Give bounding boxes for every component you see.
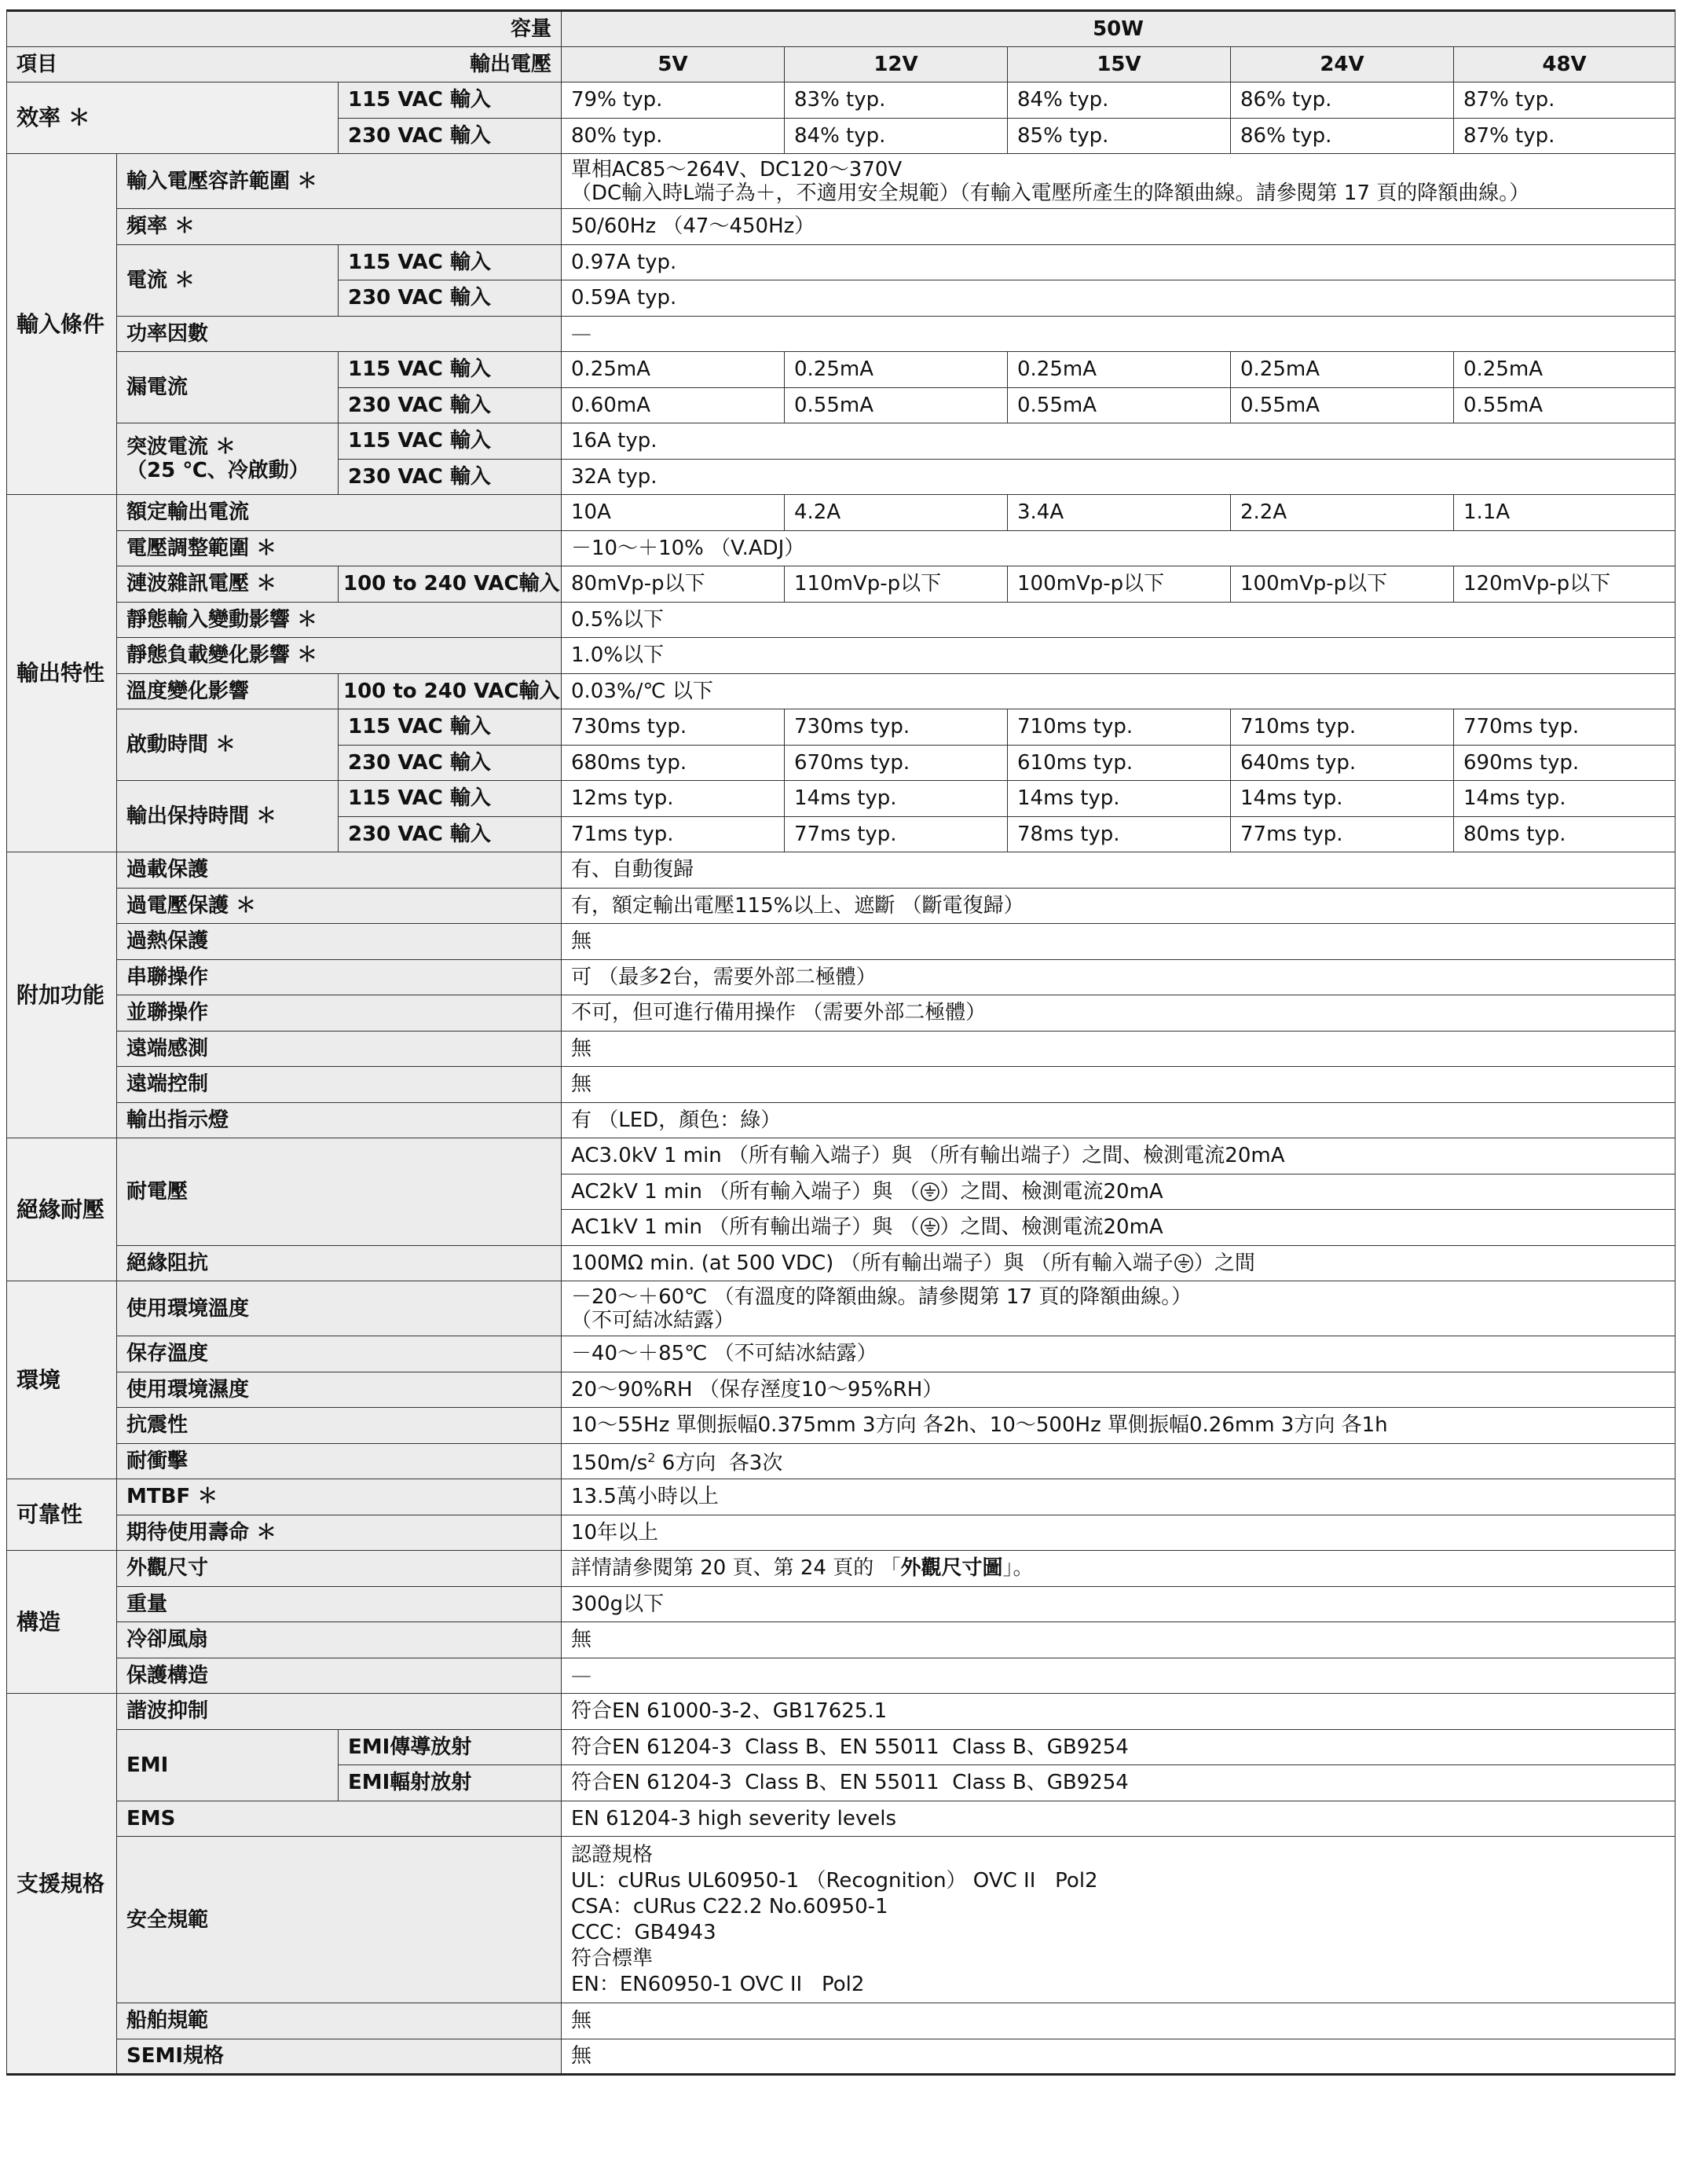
ems-label: EMS — [117, 1801, 562, 1837]
startup-115-48v: 770ms typ. — [1454, 709, 1676, 746]
withstand-2-pre: AC2kV 1 min （所有輸入端子）與 （ — [571, 1179, 920, 1204]
output-adj-row — [7, 530, 1676, 566]
input-inrush-label-2: （25 ℃、冷啟動） — [126, 459, 309, 482]
dims-label: 外觀尺寸 — [117, 1551, 562, 1587]
additional-label: 過電壓保護 ＊ — [117, 888, 562, 924]
rated-12v: 4.2A — [785, 495, 1008, 531]
leak-230-48v: 0.55mA — [1454, 387, 1676, 423]
cond-115: 115 VAC 輸入 — [339, 244, 562, 280]
output-rated-label: 額定輸出電流 — [117, 495, 562, 531]
ground-icon — [920, 1215, 940, 1239]
startup-115-15v: 710ms typ. — [1008, 709, 1231, 746]
spec-table — [6, 9, 1676, 2076]
mtbf-value: 13.5萬小時以上 — [562, 1479, 1676, 1515]
input-voltage-range-row — [7, 154, 1676, 209]
rated-48v: 1.1A — [1454, 495, 1676, 531]
safety-line: 符合標準 — [571, 1946, 654, 1970]
voltage-15v: 15V — [1008, 46, 1231, 82]
additional-value: 無 — [562, 924, 1676, 960]
withstand-value-3 — [562, 1210, 1676, 1246]
cond-230: 230 VAC 輸入 — [339, 387, 562, 423]
output-temp-label: 溫度變化影響 — [117, 673, 339, 709]
output-ripple-row — [7, 566, 1676, 603]
efficiency-115-15v: 84% typ. — [1008, 82, 1231, 119]
env-storage-row — [7, 1336, 1676, 1372]
startup-230-24v: 640ms typ. — [1231, 745, 1454, 781]
additional-row — [7, 1031, 1676, 1067]
cond-100-240: 100 to 240 VAC輸入 — [339, 673, 562, 709]
output-ripple-label: 漣波雜訊電壓 ＊ — [117, 566, 339, 603]
env-shock-post: 6方向 各3次 — [655, 1452, 783, 1476]
env-op-temp-row — [7, 1281, 1676, 1336]
output-hold-row-115 — [7, 781, 1676, 817]
efficiency-row-115 — [7, 82, 1676, 119]
additional-value: 有，額定輸出電壓115%以上、遮斷 （斷電復歸） — [562, 888, 1676, 924]
ems-value: EN 61204-3 high severity levels — [562, 1801, 1676, 1837]
semi-value: 無 — [562, 2039, 1676, 2075]
construction-dims-row — [7, 1551, 1676, 1587]
startup-230-15v: 610ms typ. — [1008, 745, 1231, 781]
ground-icon — [1174, 1251, 1194, 1275]
reliability-life-row — [7, 1515, 1676, 1551]
voltage-12v: 12V — [785, 46, 1008, 82]
hold-230-12v: 77ms typ. — [785, 816, 1008, 852]
reliability-group-label: 可靠性 — [7, 1479, 117, 1551]
voltage-48v: 48V — [1454, 46, 1676, 82]
weight-label: 重量 — [117, 1586, 562, 1622]
input-voltage-range-line2: （DC輸入時L端子為＋，不適用安全規範）（有輸入電壓所產生的降額曲線。請參閱第 17 頁的降額曲線。） — [571, 181, 1530, 205]
additional-row — [7, 995, 1676, 1032]
standards-harmonic-row — [7, 1694, 1676, 1730]
semi-label: SEMI規格 — [117, 2039, 562, 2075]
item-label: 項目 — [16, 52, 58, 76]
marine-value: 無 — [562, 2003, 1676, 2039]
withstand-2-post: ）之間、檢測電流20mA — [939, 1179, 1163, 1204]
efficiency-230-5v: 80% typ. — [562, 118, 785, 154]
additional-row — [7, 959, 1676, 995]
input-inrush-row-115 — [7, 423, 1676, 460]
efficiency-115-12v: 83% typ. — [785, 82, 1008, 119]
env-humidity-label: 使用環境濕度 — [117, 1372, 562, 1408]
additional-label: 並聯操作 — [117, 995, 562, 1032]
hold-230-5v: 71ms typ. — [562, 816, 785, 852]
leak-115-48v: 0.25mA — [1454, 352, 1676, 388]
harmonic-value: 符合EN 61000-3-2、GB17625.1 — [562, 1694, 1676, 1730]
cond-230: 230 VAC 輸入 — [339, 280, 562, 317]
emi-radiated-label: EMI輻射放射 — [339, 1765, 562, 1801]
insulation-group-label: 絕緣耐壓 — [7, 1138, 117, 1281]
fan-label: 冷卻風扇 — [117, 1622, 562, 1658]
efficiency-115-48v: 87% typ. — [1454, 82, 1676, 119]
withstand-3-pre: AC1kV 1 min （所有輸出端子）與 （ — [571, 1215, 920, 1240]
env-humidity-row — [7, 1372, 1676, 1408]
safety-line: EN：EN60950-1 OVC II Pol2 — [571, 1972, 865, 1996]
resistance-pre: 100MΩ min. (at 500 VDC) （所有輸出端子）與 （所有輸入端子 — [571, 1251, 1174, 1275]
resistance-label: 絕緣阻抗 — [117, 1245, 562, 1281]
output-startup-label: 啟動時間 ＊ — [117, 709, 339, 781]
construction-weight-row — [7, 1586, 1676, 1622]
voltage-24v: 24V — [1231, 46, 1454, 82]
header-row-capacity — [7, 11, 1676, 47]
input-frequency-value: 50/60Hz （47～450Hz） — [562, 209, 1676, 245]
insulation-resistance-row — [7, 1245, 1676, 1281]
standards-safety-row — [7, 1837, 1676, 2003]
hold-115-15v: 14ms typ. — [1008, 781, 1231, 817]
input-current-label: 電流 ＊ — [117, 244, 339, 316]
env-storage-value: －40～＋85℃ （不可結冰結露） — [562, 1336, 1676, 1372]
output-static-load-label: 靜態負載變化影響 ＊ — [117, 638, 562, 674]
env-vibration-row — [7, 1408, 1676, 1444]
voltage-5v: 5V — [562, 46, 785, 82]
cond-230: 230 VAC 輸入 — [339, 816, 562, 852]
capacity-label: 容量 — [7, 11, 562, 47]
input-group-label: 輸入條件 — [7, 154, 117, 495]
input-frequency-row — [7, 209, 1676, 245]
additional-label: 串聯操作 — [117, 959, 562, 995]
env-storage-label: 保存溫度 — [117, 1336, 562, 1372]
additional-value: 有 （LED，顏色：綠） — [562, 1102, 1676, 1138]
hold-230-48v: 80ms typ. — [1454, 816, 1676, 852]
insulation-row-1 — [7, 1138, 1676, 1174]
leak-115-15v: 0.25mA — [1008, 352, 1231, 388]
cond-115: 115 VAC 輸入 — [339, 352, 562, 388]
mtbf-label: MTBF ＊ — [117, 1479, 562, 1515]
dims-pre: 詳情請參閱第 20 頁、第 24 頁的 「 — [571, 1556, 901, 1581]
input-current-115: 0.97A typ. — [562, 244, 1676, 280]
input-inrush-label — [117, 423, 339, 495]
ripple-5v: 80mVp-p以下 — [562, 566, 785, 603]
input-pf-label: 功率因數 — [117, 316, 562, 352]
env-shock-sup: 2 — [647, 1450, 656, 1466]
weight-value: 300g以下 — [562, 1586, 1676, 1622]
input-inrush-115: 16A typ. — [562, 423, 1676, 460]
efficiency-label: 效率 ＊ — [7, 82, 339, 154]
standards-emi-conducted-row — [7, 1729, 1676, 1765]
input-voltage-range-line1: 單相AC85～264V、DC120～370V — [571, 157, 903, 181]
env-group-label: 環境 — [7, 1281, 117, 1479]
additional-value: 無 — [562, 1031, 1676, 1067]
output-temp-row — [7, 673, 1676, 709]
env-shock-pre: 150m/s — [571, 1452, 648, 1476]
emi-conducted-value: 符合EN 61204-3 Class B、EN 55011 Class B、GB9254 — [562, 1729, 1676, 1765]
safety-value — [562, 1837, 1676, 2003]
standards-semi-row — [7, 2039, 1676, 2075]
env-shock-value — [562, 1443, 1676, 1479]
construction-protect-row — [7, 1658, 1676, 1694]
hold-230-24v: 77ms typ. — [1231, 816, 1454, 852]
cond-115: 115 VAC 輸入 — [339, 709, 562, 746]
marine-label: 船舶規範 — [117, 2003, 562, 2039]
spec-table-container — [6, 9, 1675, 2076]
rated-15v: 3.4A — [1008, 495, 1231, 531]
hold-115-12v: 14ms typ. — [785, 781, 1008, 817]
item-voltage-header — [7, 46, 562, 82]
cond-115: 115 VAC 輸入 — [339, 781, 562, 817]
env-op-temp-value — [562, 1281, 1676, 1336]
ripple-12v: 110mVp-p以下 — [785, 566, 1008, 603]
output-temp-value: 0.03%/℃ 以下 — [562, 673, 1676, 709]
input-current-row-115 — [7, 244, 1676, 280]
life-value: 10年以上 — [562, 1515, 1676, 1551]
output-startup-row-115 — [7, 709, 1676, 746]
withstand-value-1: AC3.0kV 1 min （所有輸入端子）與 （所有輸出端子）之間、檢測電流20mA — [562, 1138, 1676, 1174]
construction-group-label: 構造 — [7, 1551, 117, 1694]
efficiency-115-5v: 79% typ. — [562, 82, 785, 119]
additional-value: 無 — [562, 1067, 1676, 1103]
dims-link-text: 外觀尺寸圖 — [900, 1556, 1003, 1581]
cond-100-240: 100 to 240 VAC輸入 — [339, 566, 562, 603]
cond-230: 230 VAC 輸入 — [339, 459, 562, 495]
withstand-3-post: ）之間、檢測電流20mA — [939, 1215, 1163, 1240]
life-label: 期待使用壽命 ＊ — [117, 1515, 562, 1551]
additional-value: 有、自動復歸 — [562, 852, 1676, 889]
ripple-24v: 100mVp-p以下 — [1231, 566, 1454, 603]
leak-115-12v: 0.25mA — [785, 352, 1008, 388]
harmonic-label: 諧波抑制 — [117, 1694, 562, 1730]
startup-115-12v: 730ms typ. — [785, 709, 1008, 746]
additional-label: 過載保護 — [117, 852, 562, 889]
startup-230-48v: 690ms typ. — [1454, 745, 1676, 781]
efficiency-230-24v: 86% typ. — [1231, 118, 1454, 154]
input-inrush-label-1: 突波電流 ＊ — [126, 435, 236, 459]
additional-row — [7, 852, 1676, 889]
startup-115-24v: 710ms typ. — [1231, 709, 1454, 746]
efficiency-230-48v: 87% typ. — [1454, 118, 1676, 154]
safety-line: 認證規格 — [571, 1842, 654, 1867]
input-pf-row — [7, 316, 1676, 352]
additional-value: 不可，但可進行備用操作 （需要外部二極體） — [562, 995, 1676, 1032]
startup-230-5v: 680ms typ. — [562, 745, 785, 781]
protect-label: 保護構造 — [117, 1658, 562, 1694]
output-rated-row — [7, 495, 1676, 531]
safety-line: UL：cURus UL60950-1 （Recognition） OVC II Pol2 — [571, 1868, 1098, 1893]
env-shock-label: 耐衝擊 — [117, 1443, 562, 1479]
efficiency-115-24v: 86% typ. — [1231, 82, 1454, 119]
header-row-voltage — [7, 46, 1676, 82]
fan-value: 無 — [562, 1622, 1676, 1658]
input-pf-value: — — [562, 316, 1676, 352]
output-adj-label: 電壓調整範圍 ＊ — [117, 530, 562, 566]
leak-115-24v: 0.25mA — [1231, 352, 1454, 388]
additional-label: 遠端控制 — [117, 1067, 562, 1103]
standards-ems-row — [7, 1801, 1676, 1837]
cond-230: 230 VAC 輸入 — [339, 745, 562, 781]
input-voltage-range-label: 輸入電壓容許範圍 ＊ — [117, 154, 562, 209]
output-static-in-row — [7, 602, 1676, 638]
emi-label: EMI — [117, 1729, 339, 1801]
additional-label: 遠端感測 — [117, 1031, 562, 1067]
dims-value — [562, 1551, 1676, 1587]
input-current-230: 0.59A typ. — [562, 280, 1676, 317]
safety-line: CSA：cURus C22.2 No.60950-1 — [571, 1894, 888, 1918]
input-leak-label: 漏電流 — [117, 352, 339, 423]
env-humidity-value: 20～90%RH （保存溼度10～95%RH） — [562, 1372, 1676, 1408]
voltage-label: 輸出電壓 — [469, 52, 551, 76]
env-op-temp-line2: （不可結冰結露） — [571, 1308, 735, 1332]
efficiency-230-12v: 84% typ. — [785, 118, 1008, 154]
output-static-in-value: 0.5%以下 — [562, 602, 1676, 638]
additional-label: 輸出指示燈 — [117, 1102, 562, 1138]
cond-115: 115 VAC 輸入 — [339, 82, 562, 119]
standards-group-label: 支援規格 — [7, 1694, 117, 2075]
output-static-load-value: 1.0%以下 — [562, 638, 1676, 674]
hold-115-24v: 14ms typ. — [1231, 781, 1454, 817]
env-shock-row — [7, 1443, 1676, 1479]
additional-row — [7, 888, 1676, 924]
leak-230-5v: 0.60mA — [562, 387, 785, 423]
safety-line: CCC：GB4943 — [571, 1920, 716, 1944]
hold-230-15v: 78ms typ. — [1008, 816, 1231, 852]
reliability-mtbf-row — [7, 1479, 1676, 1515]
standards-marine-row — [7, 2003, 1676, 2039]
env-vibration-label: 抗震性 — [117, 1408, 562, 1444]
startup-115-5v: 730ms typ. — [562, 709, 785, 746]
additional-label: 過熱保護 — [117, 924, 562, 960]
ground-icon — [920, 1180, 940, 1204]
input-inrush-230: 32A typ. — [562, 459, 1676, 495]
hold-115-48v: 14ms typ. — [1454, 781, 1676, 817]
emi-radiated-value: 符合EN 61204-3 Class B、EN 55011 Class B、GB9254 — [562, 1765, 1676, 1801]
resistance-value — [562, 1245, 1676, 1281]
env-op-temp-line1: －20～＋60℃ （有溫度的降額曲線。請參閱第 17 頁的降額曲線。） — [571, 1284, 1192, 1309]
output-static-load-row — [7, 638, 1676, 674]
resistance-post: ）之間 — [1193, 1251, 1255, 1275]
withstand-value-2 — [562, 1174, 1676, 1210]
capacity-value: 50W — [562, 11, 1676, 47]
ripple-15v: 100mVp-p以下 — [1008, 566, 1231, 603]
additional-row — [7, 1102, 1676, 1138]
protect-value: — — [562, 1658, 1676, 1694]
efficiency-230-15v: 85% typ. — [1008, 118, 1231, 154]
construction-fan-row — [7, 1622, 1676, 1658]
emi-conducted-label: EMI傳導放射 — [339, 1729, 562, 1765]
input-voltage-range-value — [562, 154, 1676, 209]
additional-row — [7, 1067, 1676, 1103]
withstand-label: 耐電壓 — [117, 1138, 562, 1246]
leak-230-24v: 0.55mA — [1231, 387, 1454, 423]
dims-post: 」。 — [1002, 1556, 1034, 1581]
rated-5v: 10A — [562, 495, 785, 531]
rated-24v: 2.2A — [1231, 495, 1454, 531]
output-group-label: 輸出特性 — [7, 495, 117, 852]
output-adj-value: －10～＋10% （V.ADJ） — [562, 530, 1676, 566]
input-leak-row-115 — [7, 352, 1676, 388]
additional-row — [7, 924, 1676, 960]
leak-230-15v: 0.55mA — [1008, 387, 1231, 423]
hold-115-5v: 12ms typ. — [562, 781, 785, 817]
additional-value: 可 （最多2台，需要外部二極體） — [562, 959, 1676, 995]
startup-230-12v: 670ms typ. — [785, 745, 1008, 781]
output-static-in-label: 靜態輸入變動影響 ＊ — [117, 602, 562, 638]
ripple-48v: 120mVp-p以下 — [1454, 566, 1676, 603]
cond-115: 115 VAC 輸入 — [339, 423, 562, 460]
cond-230: 230 VAC 輸入 — [339, 118, 562, 154]
env-op-temp-label: 使用環境溫度 — [117, 1281, 562, 1336]
safety-label: 安全規範 — [117, 1837, 562, 2003]
input-frequency-label: 頻率 ＊ — [117, 209, 562, 245]
leak-115-5v: 0.25mA — [562, 352, 785, 388]
output-hold-label: 輸出保持時間 ＊ — [117, 781, 339, 852]
leak-230-12v: 0.55mA — [785, 387, 1008, 423]
additional-group-label: 附加功能 — [7, 852, 117, 1138]
env-vibration-value: 10～55Hz 單側振幅0.375mm 3方向 各2h、10～500Hz 單側振幅0.26mm 3方向 各1h — [562, 1408, 1676, 1444]
